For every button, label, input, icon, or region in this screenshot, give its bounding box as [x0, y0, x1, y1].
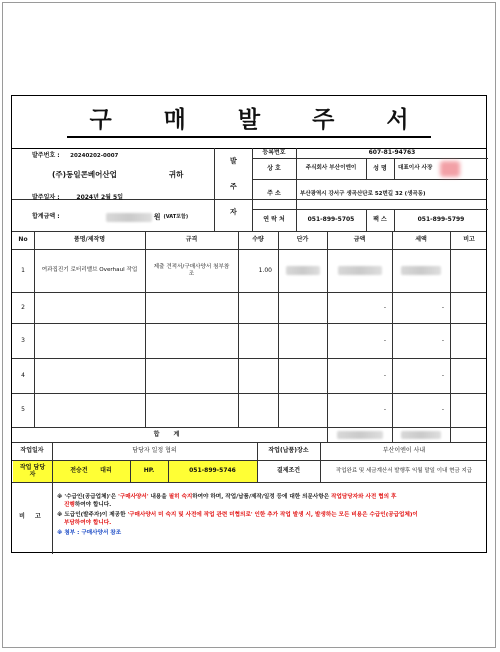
column-header-unit-price: 단가 [296, 236, 309, 244]
column-header-spec: 규격 [185, 236, 198, 244]
work-place-label: 작업(납품)장소 [268, 447, 309, 455]
table-row-unit-price [278, 249, 327, 292]
table-row-amount [327, 249, 392, 292]
table-row-tax: - [441, 406, 444, 414]
address-value: 부산광역시 강서구 생곡산단로 52번길 32 (생곡동) [300, 190, 426, 197]
fax-value: 051-899-5799 [417, 216, 465, 224]
divider [12, 482, 486, 483]
table-row-tax: - [441, 371, 444, 379]
work-date-value: 담당자 일정 협의 [132, 447, 177, 455]
customer-name: (주)동일콘베어산업 귀하 [52, 170, 184, 180]
redacted-value [337, 431, 383, 439]
remarks-label: 비 고 [19, 513, 45, 521]
table-row-no: 5 [21, 406, 25, 414]
column-header-tax: 세액 [415, 236, 427, 244]
order-date: 발주일자 : 2024년 2월 5일 [32, 194, 124, 202]
reg-number-label: 등록번호 [262, 149, 286, 157]
divider [145, 231, 146, 427]
redacted-value [286, 266, 320, 275]
phone-label: 연 락 처 [263, 216, 285, 224]
divider [52, 482, 53, 554]
fax-label: 팩 스 [373, 216, 387, 224]
total-amount: 합계금액 : 원 (VAT포함) [32, 212, 189, 221]
redacted-amount [106, 213, 152, 222]
work-place-value: 부산이엔이 사내 [382, 447, 426, 455]
table-row-amount: - [383, 371, 386, 379]
reg-number-value: 607-81-94763 [368, 149, 416, 157]
table-row-amount: - [383, 336, 386, 344]
remark-line: 부담하여야 합니다. [64, 520, 112, 526]
column-header-qty: 수량 [252, 236, 264, 244]
remark-line: ※ 도급인(발주자)이 제공한 '구매사양서 미 숙지 및 사전에 작업 관련 미협의로' 인한 추가 작업 발생 시, 발생하는 모든 비용은 수급인(공급업체)이 [57, 512, 418, 518]
order-number: 발주번호 : 20240202-0007 [32, 152, 119, 160]
column-header-no: No [18, 236, 28, 244]
table-row-tax [392, 249, 450, 292]
table-row-no: 2 [21, 303, 25, 311]
table-row-amount: - [383, 406, 386, 414]
column-header-amount: 금액 [353, 236, 366, 244]
table-row-tax: - [441, 303, 444, 311]
table-row-no: 3 [21, 336, 25, 344]
total-amount-cell [327, 427, 392, 442]
redacted-value [338, 266, 382, 275]
representative-label: 성 명 [373, 164, 387, 172]
hp-label: HP. [131, 461, 168, 482]
attachment-note: ※ 첨부 : 구매사양서 참조 [57, 530, 122, 536]
redacted-value [401, 431, 441, 439]
company-name-value: 주식회사 부산이엔이 [305, 165, 357, 171]
issuer-label: 발 주 자 [229, 156, 238, 223]
purchase-order-form [11, 95, 487, 553]
divider [394, 158, 395, 179]
total-label: 합 계 [153, 430, 186, 438]
table-row-no: 4 [21, 371, 25, 379]
hp-value: 051-899-5746 [169, 461, 257, 482]
seal-stamp [440, 161, 460, 177]
table-row-no: 1 [21, 266, 25, 274]
remark-line: ※ '수급인(공급업체)'은 '구매사양서' 내용을 필히 숙지하여야 하며, 작업/납품/제작/일정 등에 대한 의문사항은 작업담당자와 사전 협의 후 [57, 494, 397, 500]
representative-value: 대표이사 사장 [398, 158, 488, 179]
table-row-tax: - [441, 336, 444, 344]
divider [450, 231, 451, 442]
work-date-label: 작업일자 [20, 447, 44, 455]
table-row-item: 여과집진기 로터리밸브 Overhaul 작업 [41, 267, 138, 273]
total-tax-cell [392, 427, 450, 442]
table-row-qty: 1.00 [258, 266, 272, 274]
table-row-spec: 제출 견적서/구매사양서 첨부참조 [153, 263, 230, 277]
remark-line: 진행하여야 합니다. [64, 502, 112, 508]
work-manager-label: 작업 담당자 [13, 461, 52, 482]
column-header-item: 품명/제작명 [73, 236, 106, 244]
page-title: 구 매 발 주 서 [12, 96, 486, 149]
work-manager-name: 전승건 대리 [53, 461, 130, 482]
redacted-value [401, 266, 441, 275]
company-name-label: 상 호 [267, 164, 281, 172]
column-header-remarks: 비고 [463, 236, 475, 244]
table-row-amount: - [383, 303, 386, 311]
payment-terms-label: 결제조건 [276, 467, 301, 475]
address-label: 주 소 [267, 190, 281, 198]
phone-value: 051-899-5705 [307, 216, 355, 224]
payment-terms-value: 작업완료 및 세금계산서 발행후 익월 말일 이내 현금 지급 [335, 467, 473, 474]
